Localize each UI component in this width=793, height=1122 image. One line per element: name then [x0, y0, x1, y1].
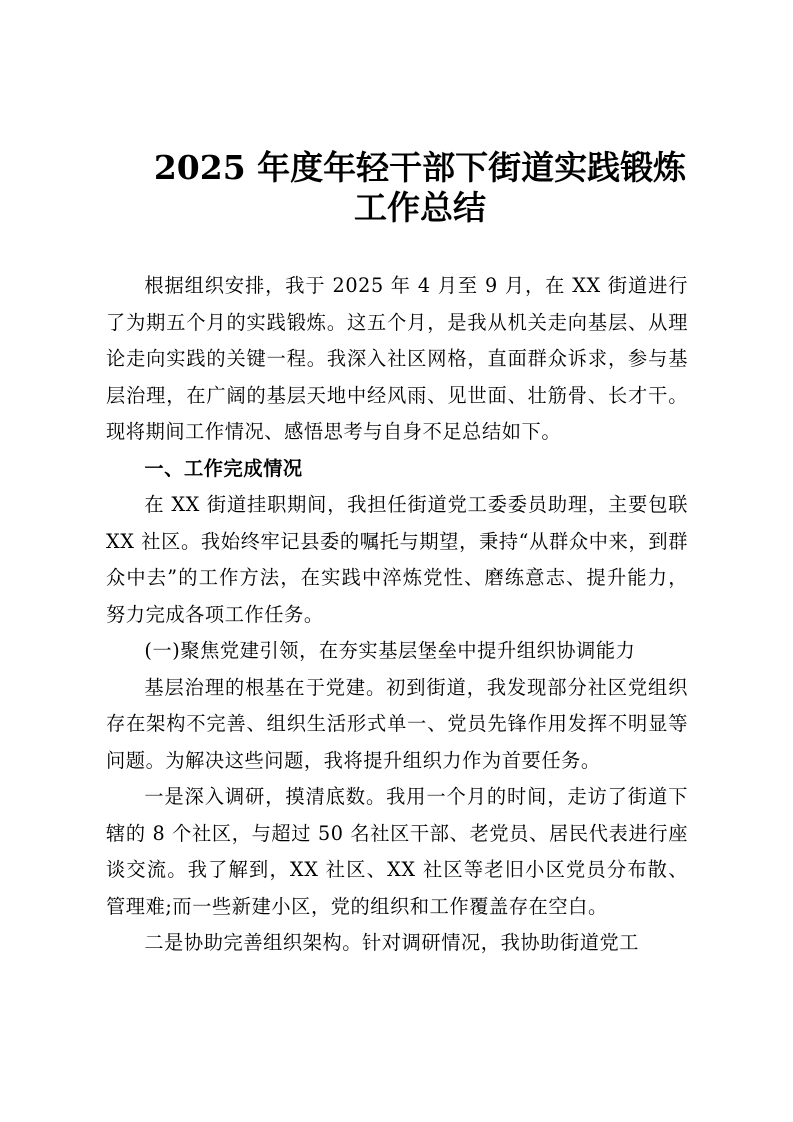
subsection-heading-1: (一)聚焦党建引领，在夯实基层堡垒中提升组织协调能力 [144, 639, 636, 662]
subsection-1-paragraph: 基层治理的根基在于党建。初到街道，我发现部分社区党组织存在架构不完善、组织生活形式单一、党员先锋作用发挥不明显等问题。为解决这些问题，我将提升组织力作为首要任务。 [106, 675, 688, 772]
point-1-paragraph: 一是深入调研，摸清底数。我用一个月的时间，走访了街道下辖的 8 个社区，与超过 50 名社区干部、老党员、居民代表进行座谈交流。我了解到，XX 社区、XX 社区等老旧小区党员分布散、管理难;而一些新建小区，党的组织和工作覆盖存在空白。 [106, 785, 688, 918]
document-title-line-1: 2025 年度年轻干部下街道实践锻炼 [153, 148, 687, 187]
point-2-paragraph: 二是协助完善组织架构。针对调研情况，我协助街道党工 [144, 931, 640, 954]
document-body [106, 268, 688, 962]
intro-paragraph: 根据组织安排，我于 2025 年 4 月至 9 月，在 XX 街道进行了为期五个月的实践锻炼。这五个月，是我从机关走向基层、从理论走向实践的关键一程。我深入社区网格，直面群众诉求，参与基层治理，在广阔的基层天地中经风雨、见世面、壮筋骨、长才干。现将期间工作情况、感悟思考与自身不足总结如下。 [106, 274, 688, 443]
section-heading-1: 一、工作完成情况 [144, 456, 303, 480]
document-title-line-2: 工作总结 [354, 188, 486, 227]
section-1-paragraph: 在 XX 街道挂职期间，我担任街道党工委委员助理，主要包联 XX 社区。我始终牢记县委的嘱托与期望，秉持“从群众中来，到群众中去”的工作方法，在实践中淬炼党性、磨练意志、提升能力，努力完成各项工作任务。 [106, 493, 688, 626]
